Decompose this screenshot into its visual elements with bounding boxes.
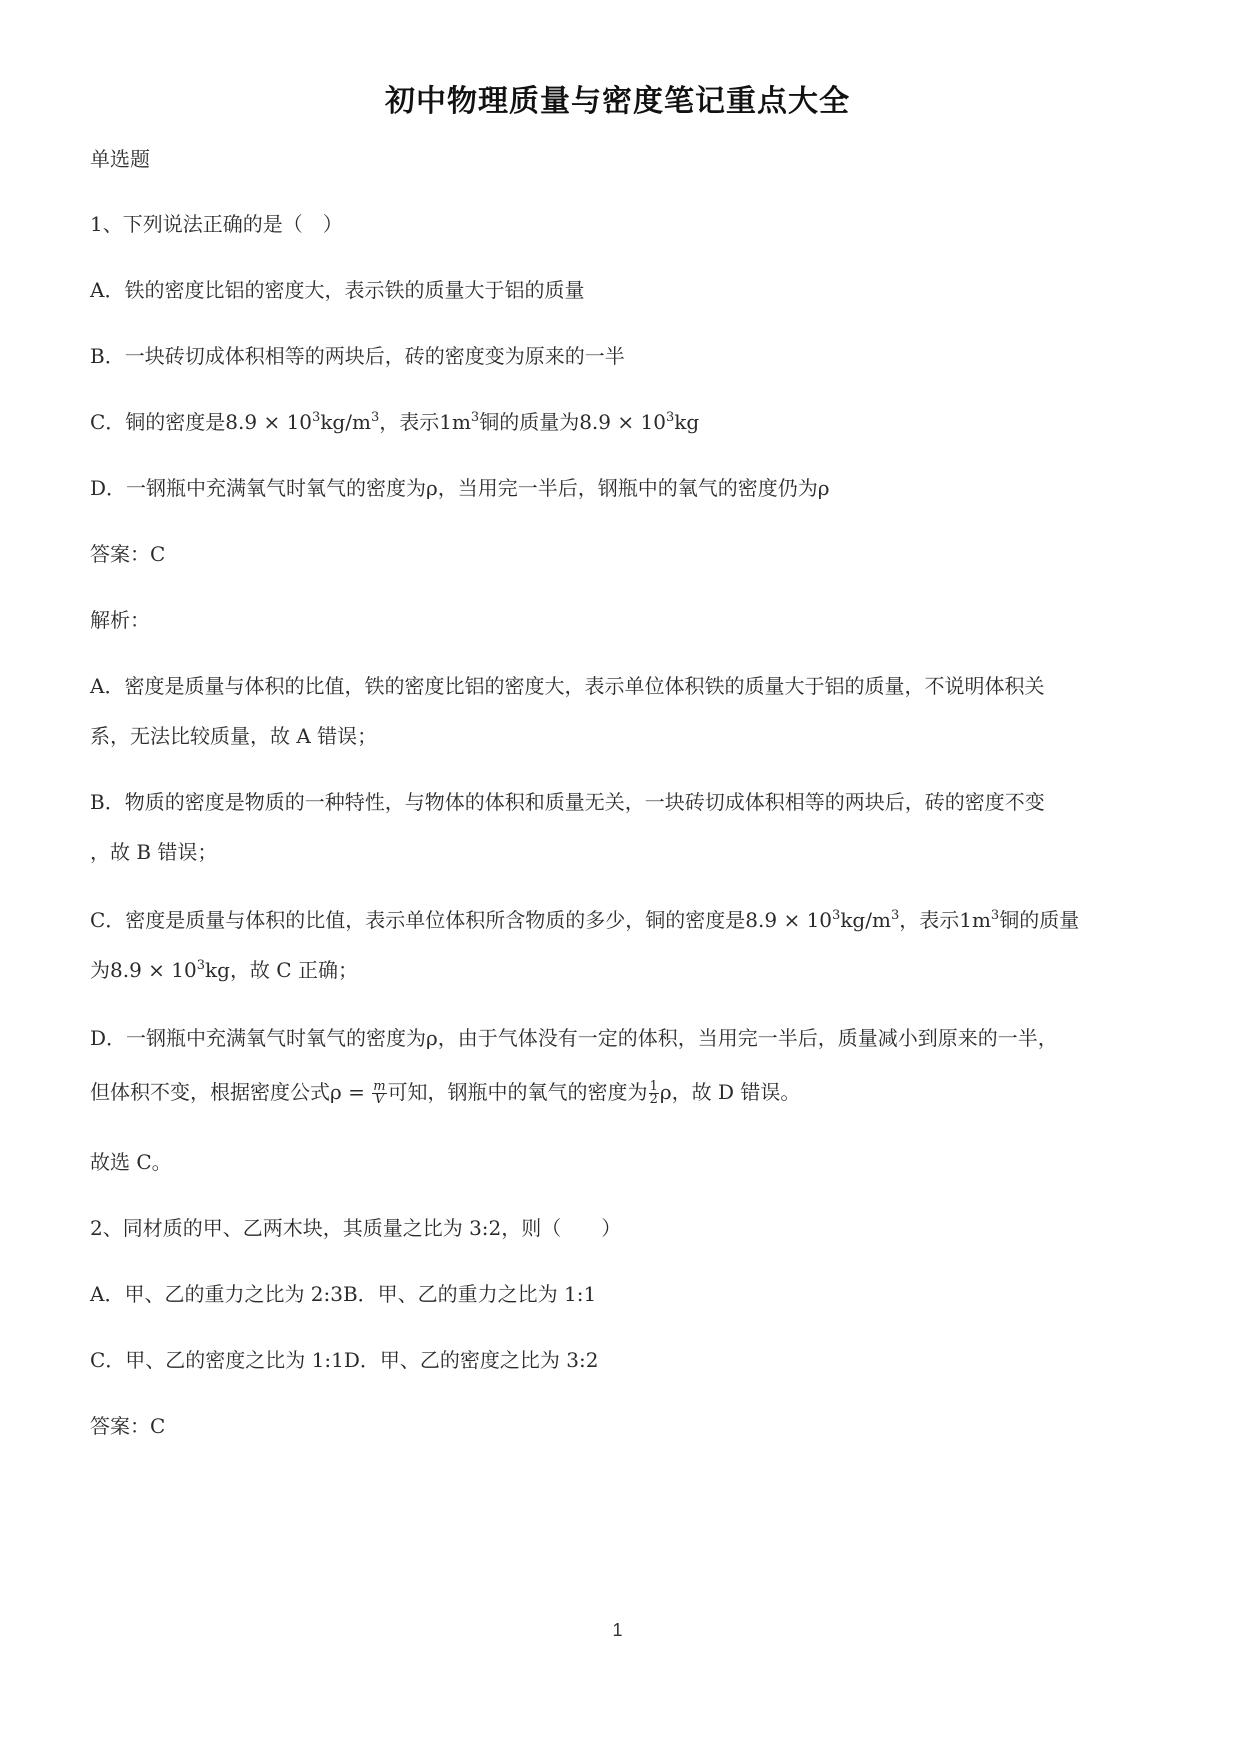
question-2-options-cd: C．甲、乙的密度之比为 1:1D．甲、乙的密度之比为 3:2 bbox=[90, 1348, 599, 1372]
analysis-d-line-2: 但体积不变，根据密度公式ρ = $\frac{m}{V}$ 可知，钢瓶中的氧气的密度为 $\frac{1}{2}$ ρ，故 D 错误。 bbox=[90, 1079, 801, 1107]
document-title: 初中物理质量与密度笔记重点大全 bbox=[385, 84, 850, 119]
question-1-option-d: D．一钢瓶中充满氧气时氧气的密度为ρ，当用完一半后，钢瓶中的氧气的密度仍为ρ bbox=[90, 476, 830, 500]
question-2-options-ab: A．甲、乙的重力之比为 2:3B．甲、乙的重力之比为 1:1 bbox=[90, 1282, 597, 1306]
question-1-option-a: A．铁的密度比铝的密度大，表示铁的质量大于铝的质量 bbox=[90, 278, 585, 302]
analysis-d-line-1: D．一钢瓶中充满氧气时氧气的密度为ρ，由于气体没有一定的体积，当用完一半后，质量减小到原来的一半， bbox=[90, 1026, 1058, 1050]
question-1-option-c: C．铜的密度是$8.9 \times 10^3kg/m^3$，表示$1m^3$铜的质量为$8.9 \times 10^3kg$ bbox=[90, 410, 700, 434]
question-2-answer: 答案：C bbox=[90, 1414, 166, 1438]
page-number: 1 bbox=[612, 1620, 623, 1640]
fraction-m-over-v: $\frac{m}{V}$ bbox=[373, 1079, 386, 1107]
analysis-c-line-2: 为$8.9 \times 10^3kg$，故 C 正确； bbox=[90, 958, 358, 982]
analysis-b-line-2: ，故 B 错误； bbox=[90, 840, 218, 864]
analysis-b-line-1: B．物质的密度是物质的一种特性，与物体的体积和质量无关，一块砖切成体积相等的两块后，砖的密度不变 bbox=[90, 790, 1045, 814]
question-1-conclusion: 故选 C。 bbox=[90, 1150, 172, 1174]
section-heading: 单选题 bbox=[90, 147, 150, 171]
fraction-one-half: $\frac{1}{2}$ bbox=[649, 1079, 658, 1107]
analysis-a-line-2: 系，无法比较质量，故 A 错误； bbox=[90, 724, 378, 748]
analysis-c-line-1: C．密度是质量与体积的比值，表示单位体积所含物质的多少，铜的密度是$8.9 \times 10^3kg/m^3$，表示$1m^3$铜的质量 bbox=[90, 908, 1080, 932]
question-1-analysis-label: 解析： bbox=[90, 608, 150, 632]
question-1-answer: 答案：C bbox=[90, 542, 166, 566]
question-1-option-b: B．一块砖切成体积相等的两块后，砖的密度变为原来的一半 bbox=[90, 344, 625, 368]
analysis-a-line-1: A．密度是质量与体积的比值，铁的密度比铝的密度大，表示单位体积铁的质量大于铝的质量，不说明体积关 bbox=[90, 674, 1045, 698]
question-2-stem: 2、同材质的甲、乙两木块，其质量之比为 3:2，则（ ） bbox=[90, 1216, 622, 1240]
question-1-stem: 1、下列说法正确的是（ ） bbox=[90, 212, 343, 236]
